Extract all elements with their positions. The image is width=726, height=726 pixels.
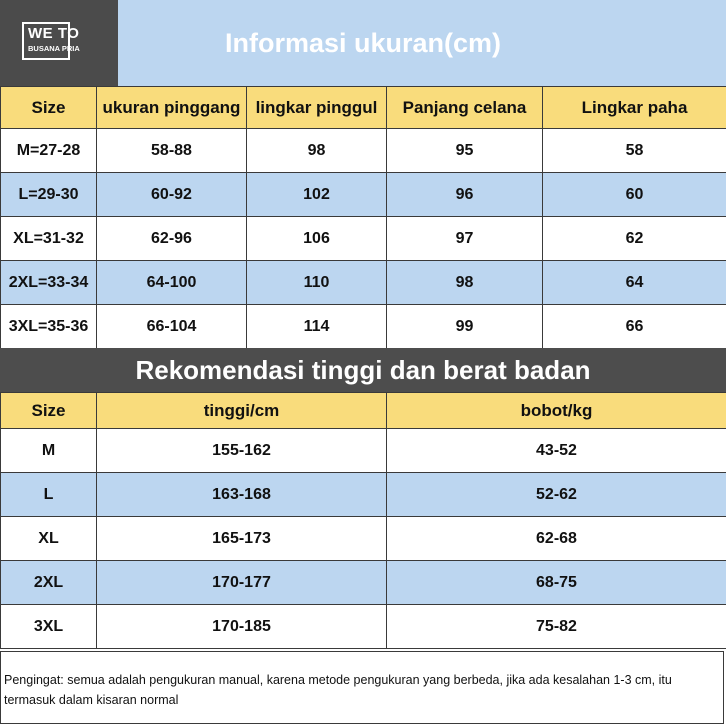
table-cell: 68-75 — [387, 561, 726, 605]
table-cell: 58 — [543, 129, 726, 173]
table-cell: 43-52 — [387, 429, 726, 473]
table-cell: 60 — [543, 173, 726, 217]
brand-logo — [0, 0, 118, 86]
table-row — [1, 605, 726, 649]
table-cell: L=29-30 — [1, 173, 97, 217]
table-row — [1, 517, 726, 561]
table-cell: 66-104 — [97, 305, 247, 349]
table-row — [1, 561, 726, 605]
size-table — [0, 86, 726, 349]
table-cell: 114 — [247, 305, 387, 349]
size-table-header — [1, 87, 726, 129]
table-cell: 95 — [387, 129, 543, 173]
table-cell: 64-100 — [97, 261, 247, 305]
table-cell: 97 — [387, 217, 543, 261]
header-banner — [0, 0, 726, 86]
table-cell: 98 — [247, 129, 387, 173]
table-cell: 96 — [387, 173, 543, 217]
table-cell: M — [1, 429, 97, 473]
table-row — [1, 473, 726, 517]
logo-main-text: WE TO — [28, 25, 80, 42]
logo-sub-text: BUSANA PRIA — [28, 44, 80, 53]
table-cell: XL — [1, 517, 97, 561]
table-cell: 155-162 — [97, 429, 387, 473]
table-row — [1, 261, 726, 305]
table-cell: 75-82 — [387, 605, 726, 649]
table-cell: 99 — [387, 305, 543, 349]
recommendation-table — [0, 392, 726, 649]
table-cell: 66 — [543, 305, 726, 349]
table-row — [1, 217, 726, 261]
column-header: Lingkar paha — [543, 87, 726, 129]
table-cell: 2XL=33-34 — [1, 261, 97, 305]
recommendation-table-header — [1, 393, 726, 429]
table-cell: XL=31-32 — [1, 217, 97, 261]
table-cell: 3XL=35-36 — [1, 305, 97, 349]
table-cell: 165-173 — [97, 517, 387, 561]
table-cell: 110 — [247, 261, 387, 305]
table-cell: 3XL — [1, 605, 97, 649]
table-cell: 60-92 — [97, 173, 247, 217]
table-cell: 58-88 — [97, 129, 247, 173]
column-header: tinggi/cm — [97, 393, 387, 429]
table-cell: 170-185 — [97, 605, 387, 649]
table-cell: 62-68 — [387, 517, 726, 561]
column-header: ukuran pinggang — [97, 87, 247, 129]
column-header: Size — [1, 87, 97, 129]
table-row — [1, 173, 726, 217]
measurement-note — [0, 651, 724, 724]
table-cell: 62 — [543, 217, 726, 261]
table-cell: 106 — [247, 217, 387, 261]
table-cell: 2XL — [1, 561, 97, 605]
column-header: Panjang celana — [387, 87, 543, 129]
column-header: lingkar pinggul — [247, 87, 387, 129]
page-title: Informasi ukuran(cm) — [224, 27, 502, 58]
table-cell: 98 — [387, 261, 543, 305]
table-cell: 52-62 — [387, 473, 726, 517]
table-cell: 62-96 — [97, 217, 247, 261]
table-cell: M=27-28 — [1, 129, 97, 173]
table-row — [1, 429, 726, 473]
note-text: Pengingat: semua adalah pengukuran manual, karena metode pengukuran yang berbeda, jika ada kesalahan 1-3 cm, itu termasuk dalam kisaran normal — [4, 673, 672, 707]
table-cell: L — [1, 473, 97, 517]
table-cell: 64 — [543, 261, 726, 305]
table-cell: 102 — [247, 173, 387, 217]
table-cell: 163-168 — [97, 473, 387, 517]
table-row — [1, 305, 726, 349]
column-header: Size — [1, 393, 97, 429]
table-row — [1, 129, 726, 173]
recommendation-title: Rekomendasi tinggi dan berat badan — [0, 348, 726, 392]
table-cell: 170-177 — [97, 561, 387, 605]
column-header: bobot/kg — [387, 393, 726, 429]
